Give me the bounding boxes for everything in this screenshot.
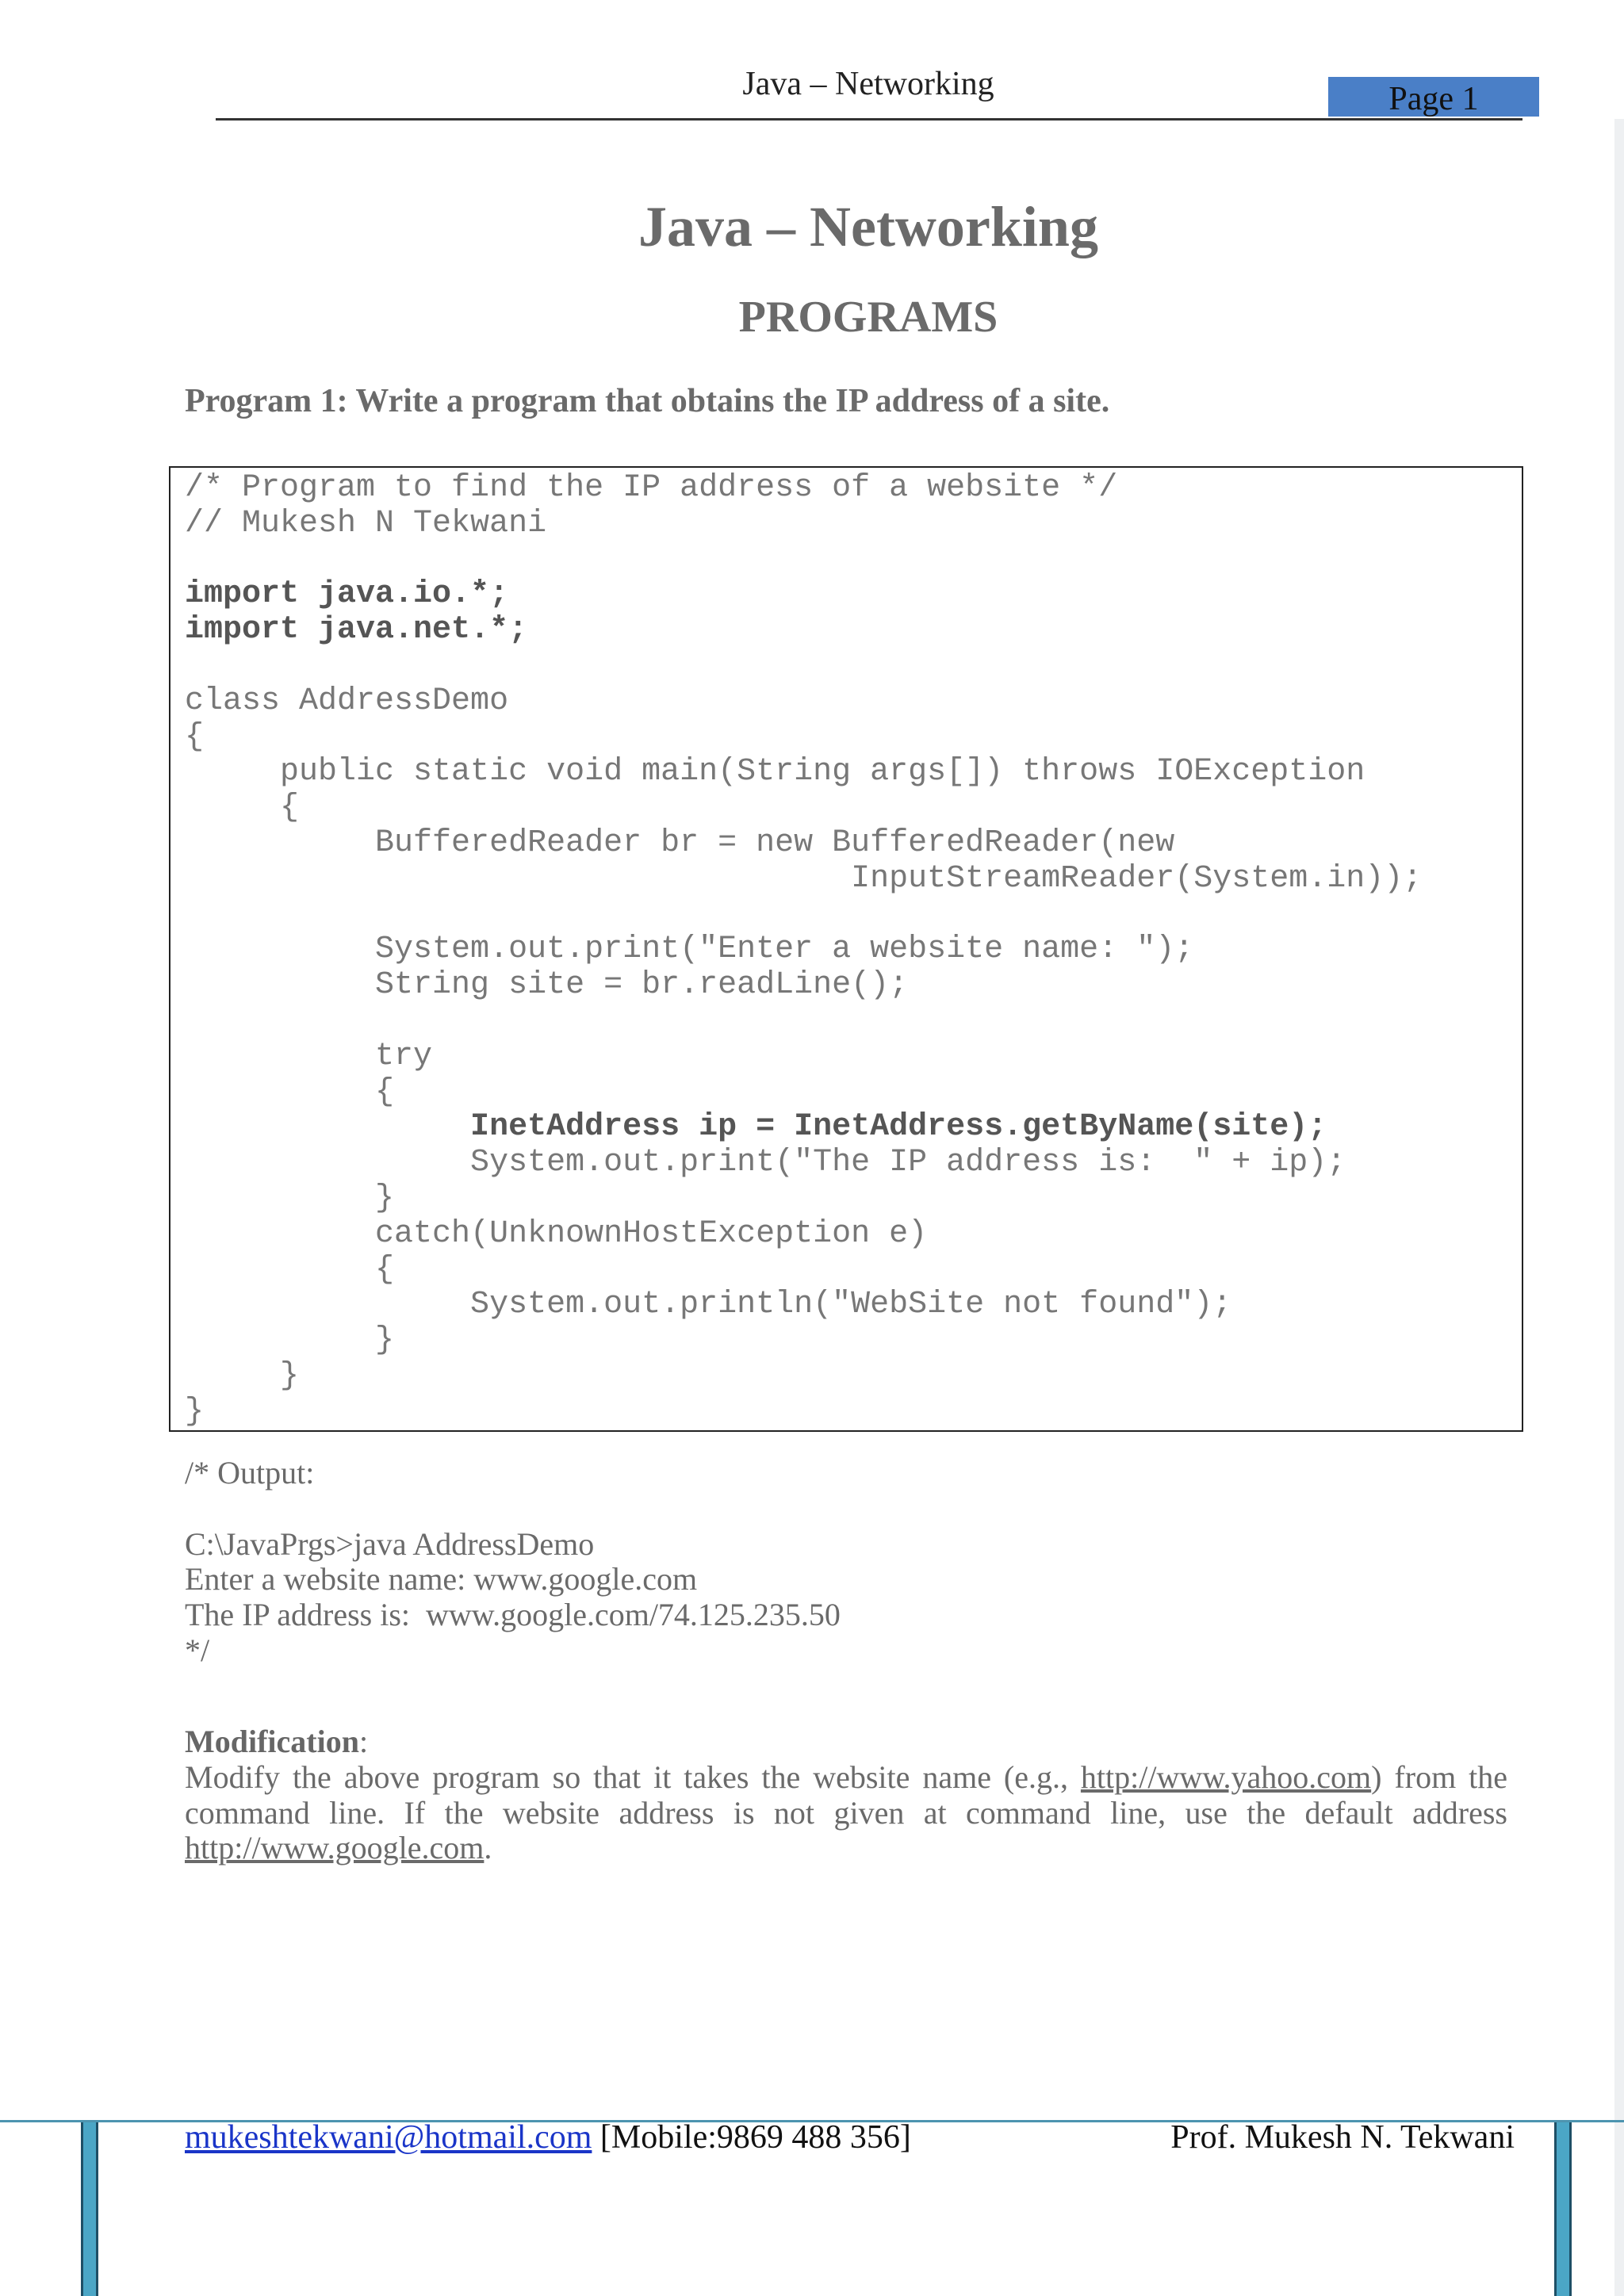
output-line: The IP address is: www.google.com/74.125.235.50 bbox=[185, 1597, 841, 1633]
code-line: InetAddress ip = InetAddress.getByName(site); bbox=[185, 1109, 1327, 1146]
output-line: C:\JavaPrgs>java AddressDemo bbox=[185, 1525, 595, 1562]
code-line: { bbox=[185, 718, 205, 755]
code-line: } bbox=[185, 1322, 395, 1359]
page-number-badge: Page 1 bbox=[1328, 77, 1539, 117]
code-line: import java.net.*; bbox=[185, 612, 528, 649]
yahoo-link[interactable]: http://www.yahoo.com bbox=[1080, 1758, 1372, 1795]
modification-paragraph bbox=[185, 1724, 1507, 1866]
modification-label: Modification bbox=[185, 1724, 359, 1759]
code-line: /* Program to find the IP address of a website */ bbox=[185, 470, 1118, 506]
code-line bbox=[185, 1004, 1422, 1039]
output-line: */ bbox=[185, 1632, 210, 1668]
mobile-number: [Mobile:9869 488 356] bbox=[592, 2119, 911, 2156]
code-line: // Mukesh N Tekwani bbox=[185, 505, 547, 541]
code-line: } bbox=[185, 1357, 300, 1394]
google-link[interactable]: http://www.google.com bbox=[185, 1830, 485, 1866]
output-line: Enter a website name: www.google.com bbox=[185, 1561, 698, 1598]
code-line: } bbox=[185, 1393, 205, 1429]
footer-author: Prof. Mukesh N. Tekwani bbox=[1170, 2119, 1515, 2156]
output-blank-line bbox=[185, 1491, 1507, 1527]
code-line: String site = br.readLine(); bbox=[185, 967, 909, 1004]
document-title: Java – Networking bbox=[638, 195, 1098, 258]
code-line: System.out.print("Enter a website name: "); bbox=[185, 932, 1194, 968]
modification-body bbox=[185, 1760, 1507, 1866]
program-output bbox=[185, 1456, 1507, 1669]
running-header-title: Java – Networking bbox=[742, 66, 994, 102]
footer-contact bbox=[185, 2118, 911, 2156]
header-rule bbox=[216, 118, 1522, 121]
code-line: class AddressDemo bbox=[185, 683, 509, 719]
code-line: { bbox=[185, 1073, 395, 1110]
modification-text: Modify the above program so that it takes the website name (e.g., bbox=[185, 1758, 1081, 1795]
code-line: import java.io.*; bbox=[185, 576, 509, 613]
code-line: try bbox=[185, 1038, 433, 1074]
code-line bbox=[185, 649, 1422, 684]
code-line: { bbox=[185, 1251, 395, 1288]
code-line: public static void main(String args[]) throws IOException bbox=[185, 754, 1365, 790]
footer-left-bar bbox=[81, 2122, 98, 2296]
code-line: System.out.print("The IP address is: " + ip); bbox=[185, 1145, 1346, 1181]
code-line: } bbox=[185, 1180, 395, 1216]
document-subtitle: PROGRAMS bbox=[738, 293, 998, 342]
email-link[interactable]: mukeshtekwani@hotmail.com bbox=[185, 2119, 592, 2156]
footer-right-bar bbox=[1554, 2122, 1572, 2296]
code-line: BufferedReader br = new BufferedReader(new bbox=[185, 825, 1175, 861]
output-line: /* Output: bbox=[185, 1455, 315, 1490]
modification-text: ) from the command line. If the website address is not given at command line, use the default address bbox=[185, 1758, 1507, 1831]
code-line: System.out.println("WebSite not found"); bbox=[185, 1287, 1232, 1323]
code-line: catch(UnknownHostException e) bbox=[185, 1215, 928, 1252]
code-line: InputStreamReader(System.in)); bbox=[185, 860, 1423, 897]
program-heading: Program 1: Write a program that obtains the IP address of a site. bbox=[185, 383, 1110, 419]
code-line bbox=[185, 542, 1422, 578]
code-listing bbox=[185, 471, 1422, 1430]
code-line bbox=[185, 897, 1422, 933]
modification-heading bbox=[185, 1724, 1507, 1760]
modification-text: . bbox=[484, 1830, 492, 1866]
modification-colon: : bbox=[358, 1724, 369, 1759]
code-line: { bbox=[185, 790, 300, 826]
page-edge-shadow bbox=[1614, 119, 1624, 2296]
